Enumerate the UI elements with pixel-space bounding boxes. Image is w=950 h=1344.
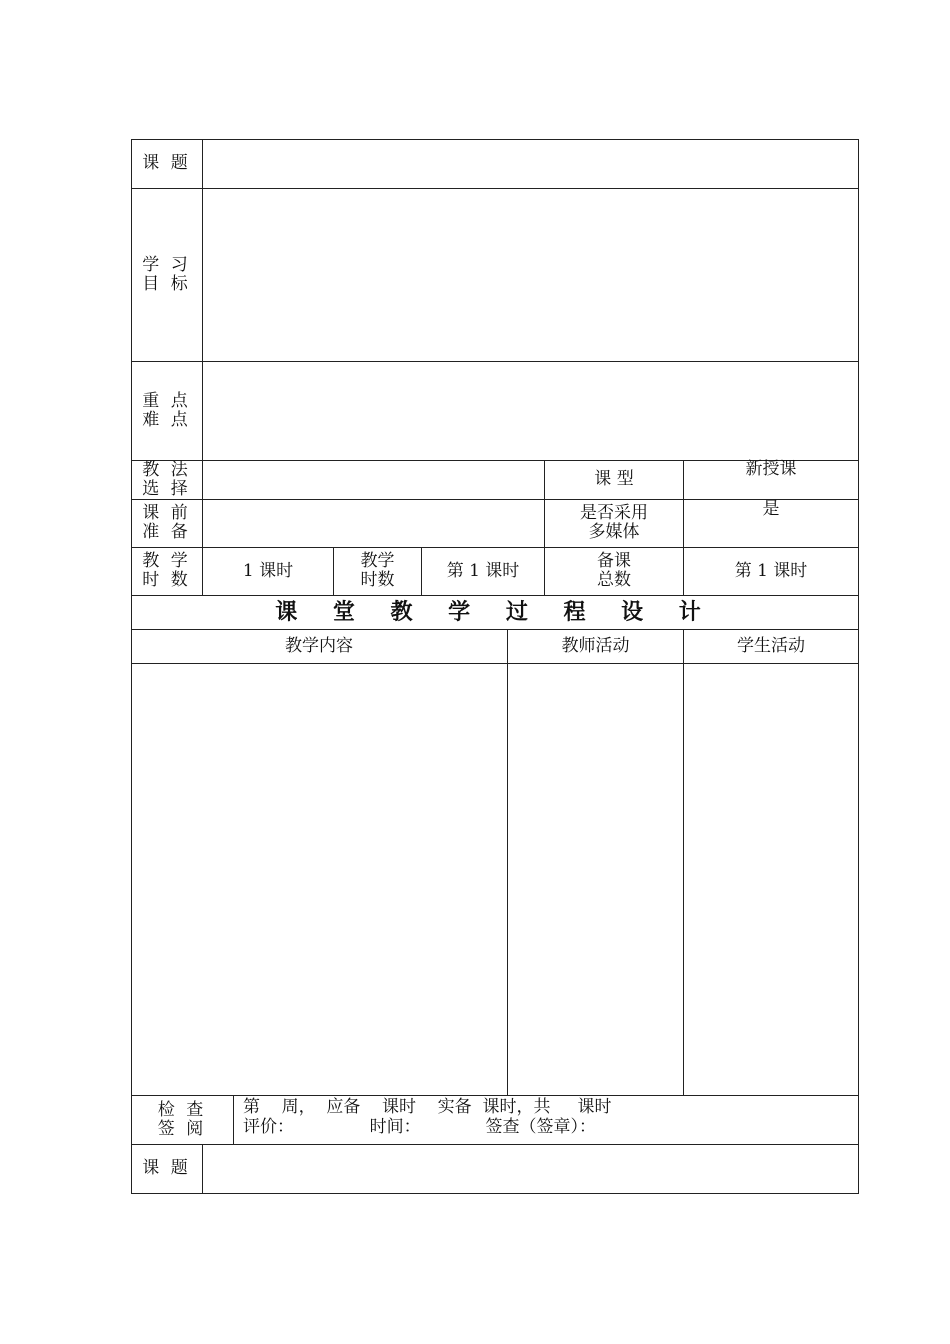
lesson-plan-form (131, 139, 859, 1194)
topic-label-2: 课 题 (142, 1158, 191, 1178)
border-bottom (131, 1193, 859, 1194)
col-header-student: 学生活动 (737, 635, 805, 656)
student-activity-area[interactable] (684, 664, 858, 1095)
col-line (233, 1095, 234, 1145)
method-label: 教 法 选 择 (142, 459, 191, 499)
objectives-field[interactable] (203, 188, 858, 361)
multimedia-label: 是否采用 多媒体 (580, 503, 648, 542)
section-title: 课 堂 教 学 过 程 设 计 (275, 598, 715, 625)
border-right (858, 139, 859, 1194)
key-points-field[interactable] (203, 361, 858, 460)
prep-label: 课 前 准 备 (142, 503, 191, 542)
total-label: 备课 总数 (597, 551, 631, 590)
col-header-teacher: 教师活动 (561, 635, 630, 656)
method-field[interactable] (203, 460, 544, 499)
topic-label: 课 题 (142, 153, 191, 173)
teacher-activity-area[interactable] (508, 664, 683, 1095)
content-area[interactable] (132, 664, 507, 1095)
multimedia-value: 是 (762, 499, 780, 519)
topic-field-2[interactable] (203, 1144, 858, 1193)
check-line-2: 评价： 时间： 签查（签章）： (243, 1117, 596, 1137)
total-value: 第 1 课时 (734, 560, 808, 581)
topic-field[interactable] (203, 139, 858, 188)
check-label: 检 查 签 阅 (157, 1099, 207, 1139)
key-points-label: 重 点 难 点 (142, 390, 191, 430)
check-info (243, 1097, 853, 1142)
hours-label: 教 学 时 数 (142, 551, 191, 590)
row-line (131, 1095, 859, 1096)
teach-hours-value: 第 1 课时 (446, 560, 520, 581)
hours-value: 1 课时 (242, 560, 294, 581)
teach-hours-label: 教学 时数 (360, 551, 395, 590)
lesson-type-label: 课 型 (594, 469, 634, 489)
prep-field[interactable] (203, 499, 544, 547)
col-header-content: 教学内容 (285, 635, 353, 656)
lesson-type-value: 新授课 (745, 459, 797, 479)
objectives-label: 学 习 目 标 (142, 254, 191, 294)
check-line-1: 第 周， 应备 课时 实备 课时，共 课时 (243, 1097, 612, 1117)
